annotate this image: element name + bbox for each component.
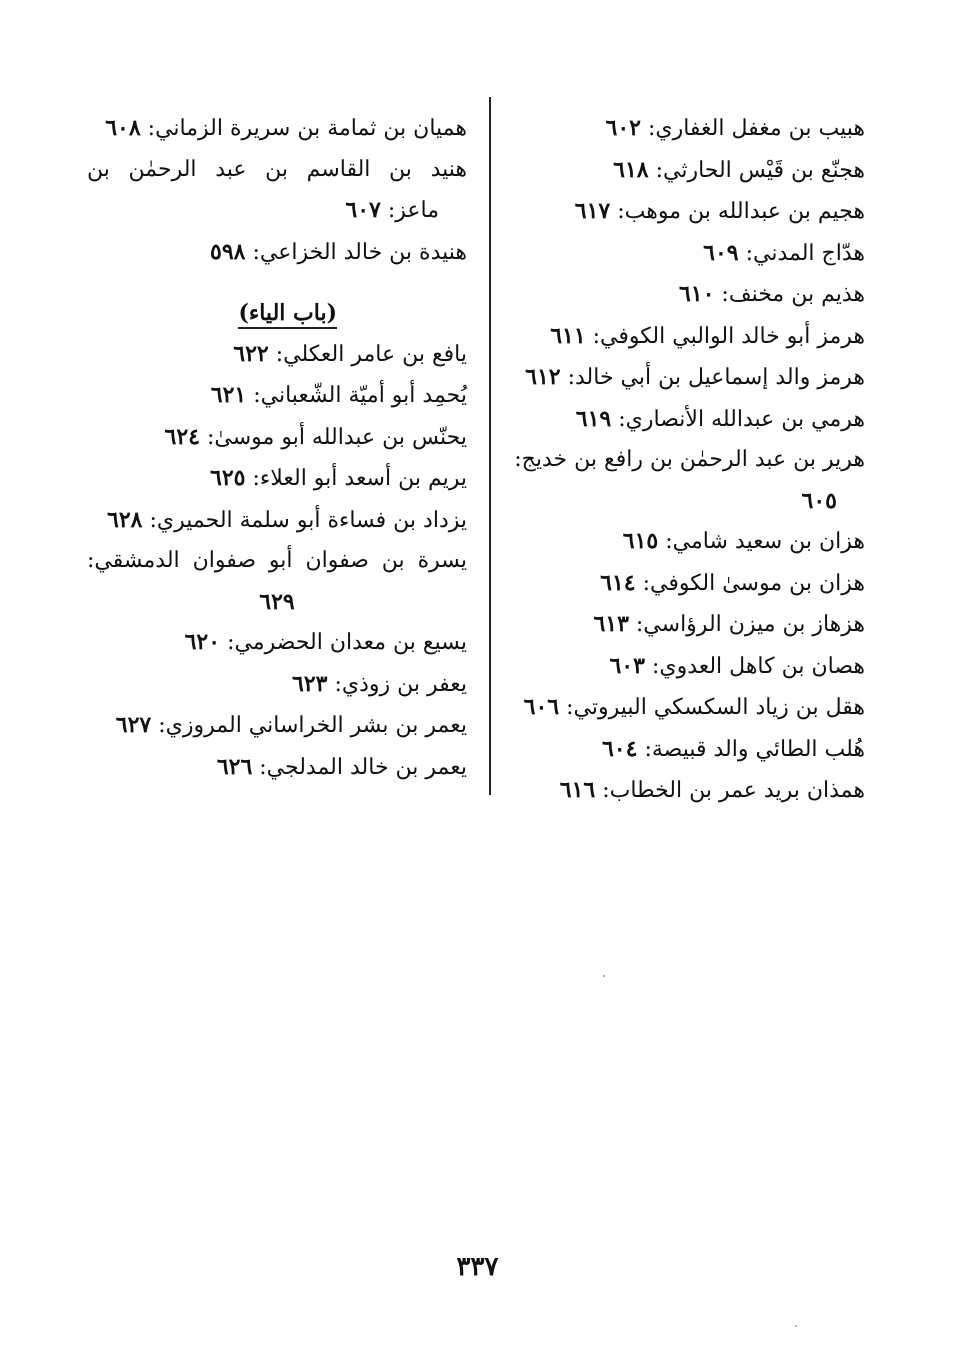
index-entry: يافع بن عامر العكلي: ٦٢٢	[233, 340, 467, 367]
left-column	[87, 108, 467, 788]
scan-speck	[603, 975, 605, 977]
index-entry: يعمر بن خالد المدلجي: ٦٢٦	[216, 753, 467, 780]
index-entry: هبيب بن مغفل الغفاري: ٦٠٢	[605, 115, 865, 141]
scan-speck	[795, 1325, 797, 1327]
index-entry: يسيع بن معدان الحضرمي: ٦٢٠	[184, 629, 467, 655]
index-entry: هنيدة بن خالد الخزاعي: ٥٩٨	[210, 238, 467, 265]
index-entry: هجنّع بن قَيْس الحارثي: ٦١٨	[613, 156, 865, 183]
section-heading: (باب الياء)	[87, 293, 467, 334]
index-entry: همذان بريد عمر بن الخطاب: ٦١٦	[559, 777, 865, 803]
index-entry: يسرة بن صفوان أبو صفوان الدمشقي:	[87, 548, 467, 573]
index-entry: يزداد بن فساءة أبو سلمة الحميري: ٦٢٨	[107, 506, 467, 533]
index-entry: هجيم بن عبدالله بن موهب: ٦١٧	[574, 198, 865, 224]
index-entry: هرمز أبو خالد الوالبي الكوفي: ٦١١	[550, 322, 865, 349]
index-entry: هزهاز بن ميزن الرؤاسي: ٦١٣	[593, 611, 865, 637]
index-entry: هُلب الطائي والد قبيصة: ٦٠٤	[601, 735, 865, 762]
index-entry-continuation: ٦٢٩	[259, 588, 295, 615]
index-entry: هرير بن عبد الرحمٰن بن رافع بن خديج:	[514, 447, 865, 472]
index-entry: يعفر بن زوذي: ٦٢٣	[292, 670, 467, 697]
index-entry: يعمر بن بشر الخراساني المروزي: ٦٢٧	[115, 712, 467, 738]
index-entry: هصان بن كاهل العدوي: ٦٠٣	[609, 652, 865, 679]
right-column	[490, 108, 865, 812]
index-entry: هذيم بن مخنف: ٦١٠	[678, 281, 865, 307]
index-entry-continuation: ماعز: ٦٠٧	[345, 197, 439, 223]
index-entry: هدّاج المدني: ٦٠٩	[703, 239, 865, 266]
index-entry: هرمي بن عبدالله الأنصاري: ٦١٩	[575, 405, 865, 432]
column-divider	[489, 97, 491, 795]
index-entry: يُحمِد أبو أميّة الشّعباني: ٦٢١	[210, 382, 467, 408]
index-entry: هزان بن سعيد شامي: ٦١٥	[622, 528, 865, 554]
index-entry: هقل بن زياد السكسكي البيروتي: ٦٠٦	[523, 694, 865, 720]
index-entry-continuation: ٦٠٥	[801, 487, 837, 514]
index-entry: هزان بن موسىٰ الكوفي: ٦١٤	[600, 569, 865, 596]
index-entry: هميان بن ثمامة بن سريرة الزماني: ٦٠٨	[105, 115, 467, 141]
index-entry: هنيد بن القاسم بن عبد الرحمٰن بن	[87, 156, 467, 182]
page-number: ٣٣٧	[456, 1252, 499, 1282]
index-entry: يحنّس بن عبدالله أبو موسىٰ: ٦٢٤	[164, 423, 467, 450]
index-entry: هرمز والد إسماعيل بن أبي خالد: ٦١٢	[525, 364, 865, 390]
index-entry: يريم بن أسعد أبو العلاء: ٦٢٥	[210, 465, 467, 491]
